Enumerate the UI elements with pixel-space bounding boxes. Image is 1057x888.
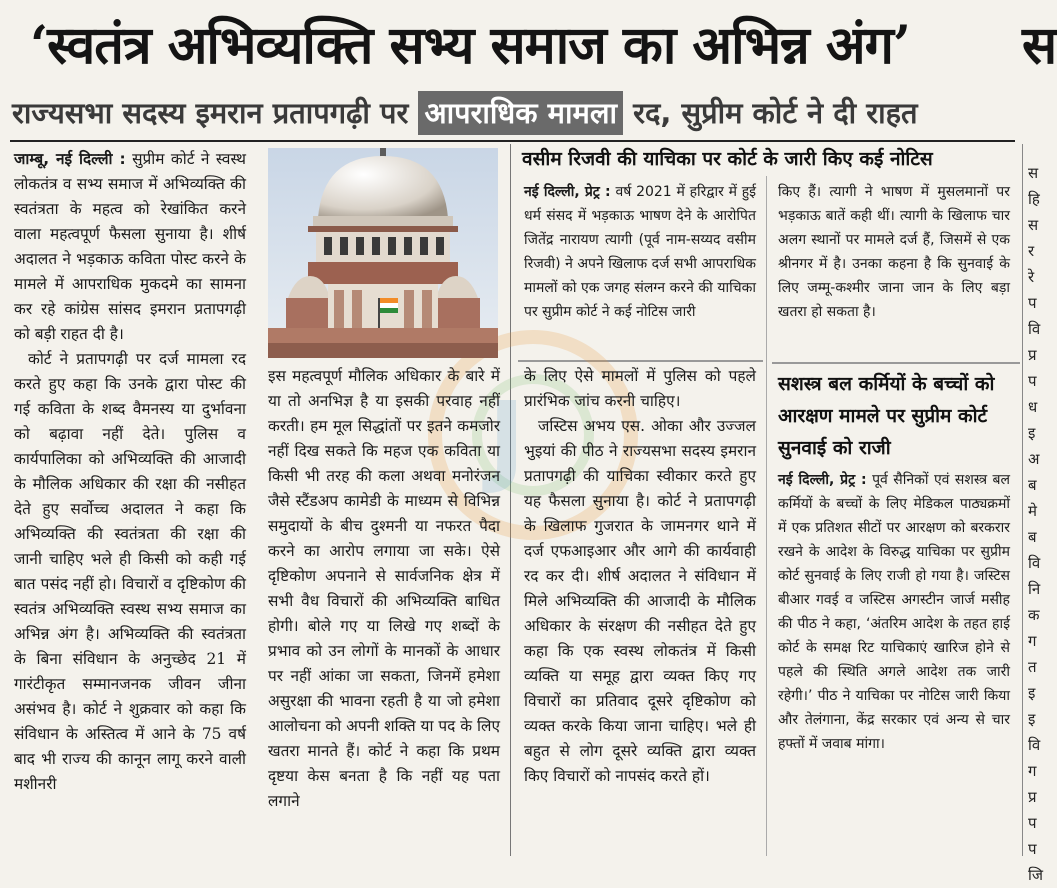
main-story-paragraph-2: कोर्ट ने प्रतापगढ़ी पर दर्ज मामला रद करते हुए कहा कि उनके द्वारा पोस्ट की गई कविता के शब्द वैमनस्य या दुर्भावना को बढ़ावा नहीं देते। पुलिस व कार्यपालिका को अभिव्यक्ति की आजादी के मौलिक अधिकार की रक्षा की नसीहत देते हुए सर्वोच्च अदालत ने कहा कि अभिव्यक्ति की स्वतंत्रता की रक्षा की जानी चाहिए भले ही किसी को कही गई बात पसंद नहीं हो। विचारों व दृष्टिकोण की स्वतंत्र अभिव्यक्ति स्वस्थ सभ्य समाज का अभिन्न अंग है। अभिव्यक्ति की स्वतंत्रता के बिना संविधान के अनुच्छेद 21 में गारंटीकृत सम्मानजनक जीवन जीना असंभव है। कोर्ट ने शुक्रवार को कहा कि संविधान के अस्तित्व में आने के 75 वर्ष बाद भी राज्य की कानून लागू करने वाली मशीनरी xyxy=(14,350,246,793)
adjacent-column-line: अ xyxy=(1028,450,1040,468)
watermark-letter: J xyxy=(488,380,526,497)
adjacent-column-line: हि xyxy=(1028,190,1040,208)
adjacent-column-line: प xyxy=(1028,814,1037,832)
adjacent-headline-fragment: स xyxy=(1022,15,1057,76)
main-story-column-1 xyxy=(14,147,246,859)
adjacent-column-line: मे xyxy=(1028,502,1037,520)
adjacent-column-line: जि xyxy=(1028,866,1044,884)
main-story-paragraph-1 xyxy=(14,147,246,347)
adjacent-column-line: इ xyxy=(1028,710,1036,728)
adjacent-column-line: प xyxy=(1028,372,1037,390)
divider-column-right xyxy=(510,144,511,856)
story2-column-1 xyxy=(524,180,756,355)
story3-paragraph xyxy=(778,468,1010,756)
adjacent-column-line: वि xyxy=(1028,736,1041,754)
adjacent-column-line: क xyxy=(1028,606,1040,624)
adjacent-column-line: रे xyxy=(1028,268,1035,286)
adjacent-column-line: ब xyxy=(1028,528,1037,546)
adjacent-column-line: वि xyxy=(1028,554,1041,572)
main-story-column-3 xyxy=(524,364,756,859)
main-story-column-2 xyxy=(268,364,500,859)
adjacent-column-line: स xyxy=(1028,216,1039,234)
story3-headline: सशस्त्र बल कर्मियों के बच्चों को आरक्षण मामले पर सुप्रीम कोर्ट सुनवाई को राजी xyxy=(778,373,995,459)
divider-top xyxy=(10,140,1015,142)
story3-body xyxy=(778,468,1010,858)
main-story-lead-text: सुप्रीम कोर्ट ने स्वस्थ लोकतंत्र व सभ्य समाज में अभिव्यक्ति की स्वतंत्रता के महत्व को रेखांकित करने वाला महत्वपूर्ण फैसला सुनाया है। शीर्ष अदालत ने भड़काऊ कविता पोस्ट करने के मामले में आपराधिक मुकदमे का सामना कर रहे कांग्रेस सांसद इमरान प्रतापगढ़ी को बड़ी राहत दी है। xyxy=(14,150,246,343)
adjacent-column-line: प xyxy=(1028,294,1037,312)
main-story-column-3-lead: के लिए ऐसे मामलों में पुलिस को पहले प्रारंभिक जांच करनी चाहिए। xyxy=(524,367,756,410)
adjacent-column-line: त xyxy=(1028,658,1037,676)
story2-column-2 xyxy=(778,180,1010,355)
adjacent-column-line: इ xyxy=(1028,424,1036,442)
story2-headline: वसीम रिजवी की याचिका पर कोर्ट के जारी किए कई नोटिस xyxy=(522,148,933,170)
adjacent-column-line: वि xyxy=(1028,320,1041,338)
main-story-dateline: जाम्बू, नई दिल्ली : xyxy=(14,150,126,168)
adjacent-column-line: ग xyxy=(1028,762,1037,780)
adjacent-column-line: र xyxy=(1028,242,1035,260)
adjacent-column-line: प्र xyxy=(1028,346,1037,364)
story2-paragraph-2: किए हैं। त्यागी ने भाषण में मुसलमानों पर भड़काऊ बातें कही थीं। त्यागी के खिलाफ चार अलग स्थानों पर मामले दर्ज हैं, जिसमें से एक श्रीनगर में है। उनका कहना है कि सुनवाई के लिए जम्मू-कश्मीर जाना जान के लिए बड़ा खतरा हो सकता है। xyxy=(778,184,1010,320)
subheadline-highlight: आपराधिक मामला xyxy=(418,91,623,135)
adjacent-column-line: प xyxy=(1028,840,1037,858)
story3-dateline: नई दिल्ली, प्रेट्र : xyxy=(778,472,867,488)
subheadline-start: राज्यसभा सदस्य इमरान प्रतापगढ़ी पर xyxy=(12,96,419,130)
divider-story2-cols xyxy=(766,176,767,856)
adjacent-column-line: ध xyxy=(1028,398,1038,416)
adjacent-column-line: ब xyxy=(1028,476,1037,494)
supreme-court-illustration xyxy=(268,148,498,358)
story2-dateline: नई दिल्ली, प्रेट्र : xyxy=(524,184,611,200)
adjacent-column-line: स xyxy=(1028,164,1039,182)
adjacent-column-fragment xyxy=(1028,160,1044,884)
adjacent-column-line: नि xyxy=(1028,580,1041,598)
supreme-court-photo xyxy=(268,148,498,358)
divider-story2-bottom xyxy=(518,360,763,362)
story2-lead-text: वर्ष 2021 में हरिद्वार में हुई धर्म संसद में भड़काऊ भाषण देने के आरोपित जितेंद्र नारायण त्यागी (पूर्व नाम-सय्यद वसीम रिजवी) ने अपने खिलाफ दर्ज सभी आपराधिक मामलों को एक जगह संलग्न करने की याचिका पर सुप्रीम कोर्ट ने कई नोटिस जारी xyxy=(524,184,757,320)
story3-text: पूर्व सैनिकों एवं सशस्त्र बल कर्मियों के बच्चों के लिए मेडिकल पाठ्यक्रमों में एक प्रतिशत सीटों पर आरक्षण को बरकरार रखने के आदेश के विरुद्ध याचिका पर सुप्रीम कोर्ट सुनवाई के लिए राजी हो गया है। जस्टिस बीआर गवई व जस्टिस अगस्टीन जार्ज मसीह की पीठ ने कहा, ‘अंतरिम आदेश के तहत हाई कोर्ट के समक्ष रिट याचिकाएं खारिज होने से पहले की स्थिति अगले आदेश तक जारी रहेगी।’ पीठ ने याचिका पर नोटिस जारी किया और तेलंगाना, केंद्र सरकार एवं अन्य से चार हफ्तों में जवाब मांगा। xyxy=(778,472,1010,752)
subheadline xyxy=(12,88,918,138)
main-story-column-2-text: इस महत्वपूर्ण मौलिक अधिकार के बारे में या तो अनभिज्ञ है या इसकी परवाह नहीं करती। हम मूल सिद्धांतों पर इतने कमजोर नहीं दिख सकते कि महज एक कविता या किसी भी तरह की कला अथवा मनोरंजन जैसे स्टैंडअप कामेडी के माध्यम से विभिन्न समुदायों के बीच दुश्मनी या नफरत पैदा करने का आरोप लगाया जा सके। ऐसे दृष्टिकोण अपनाने से सार्वजनिक क्षेत्र में सभी वैध विचारों की अभिव्यक्ति बाधित होगी। बोले गए या लिखे गए शब्दों के प्रभाव को उन लोगों के मानकों के आधार पर नहीं आंका जा सकता, जिनमें हमेशा असुरक्षा की भावना रहती है या जो हमेशा आलोचना को अपनी शक्ति या पद के लिए खतरा मानते हैं। कोर्ट ने कहा कि प्रथम दृष्टया केस बनता है कि नहीं यह पता लगाने xyxy=(268,367,500,810)
main-headline: ‘स्वतंत्र अभिव्यक्ति सभ्य समाज का अभिन्न अंग’ xyxy=(30,15,911,76)
subheadline-end: रद, सुप्रीम कोर्ट ने दी राहत xyxy=(623,96,918,130)
adjacent-column-line: ग xyxy=(1028,632,1037,650)
adjacent-column-line: प्र xyxy=(1028,788,1037,806)
adjacent-column-line: इ xyxy=(1028,684,1036,702)
main-story-column-3-text: जस्टिस अभय एस. ओका और उज्जल भुइयां की पीठ ने राज्यसभा सदस्य इमरान प्रतापगढ़ी की याचिका स्वीकार करते हुए यह फैसला सुनाया है। कोर्ट ने प्रतापगढ़ी के खिलाफ गुजरात के जामनगर थाने में दर्ज एफआइआर और आगे की कार्यवाही रद कर दी। शीर्ष अदालत ने संविधान में मिले अभिव्यक्ति की आजादी के मौलिक अधिकार के संरक्षण की नसीहत देते हुए कहा कि एक स्वस्थ लोकतंत्र में किसी व्यक्ति या समूह द्वारा व्यक्त किए गए विचारों का प्रतिवाद दूसरे दृष्टिकोण को व्यक्त करके किया जाना चाहिए। भले ही बहुत से लोग दूसरे व्यक्ति द्वारा व्यक्त किए विचारों को नापसंद करते हों। xyxy=(524,417,756,785)
divider-edge xyxy=(1022,144,1023,856)
divider-story3-top xyxy=(772,362,1020,364)
story2-paragraph-1 xyxy=(524,180,756,324)
